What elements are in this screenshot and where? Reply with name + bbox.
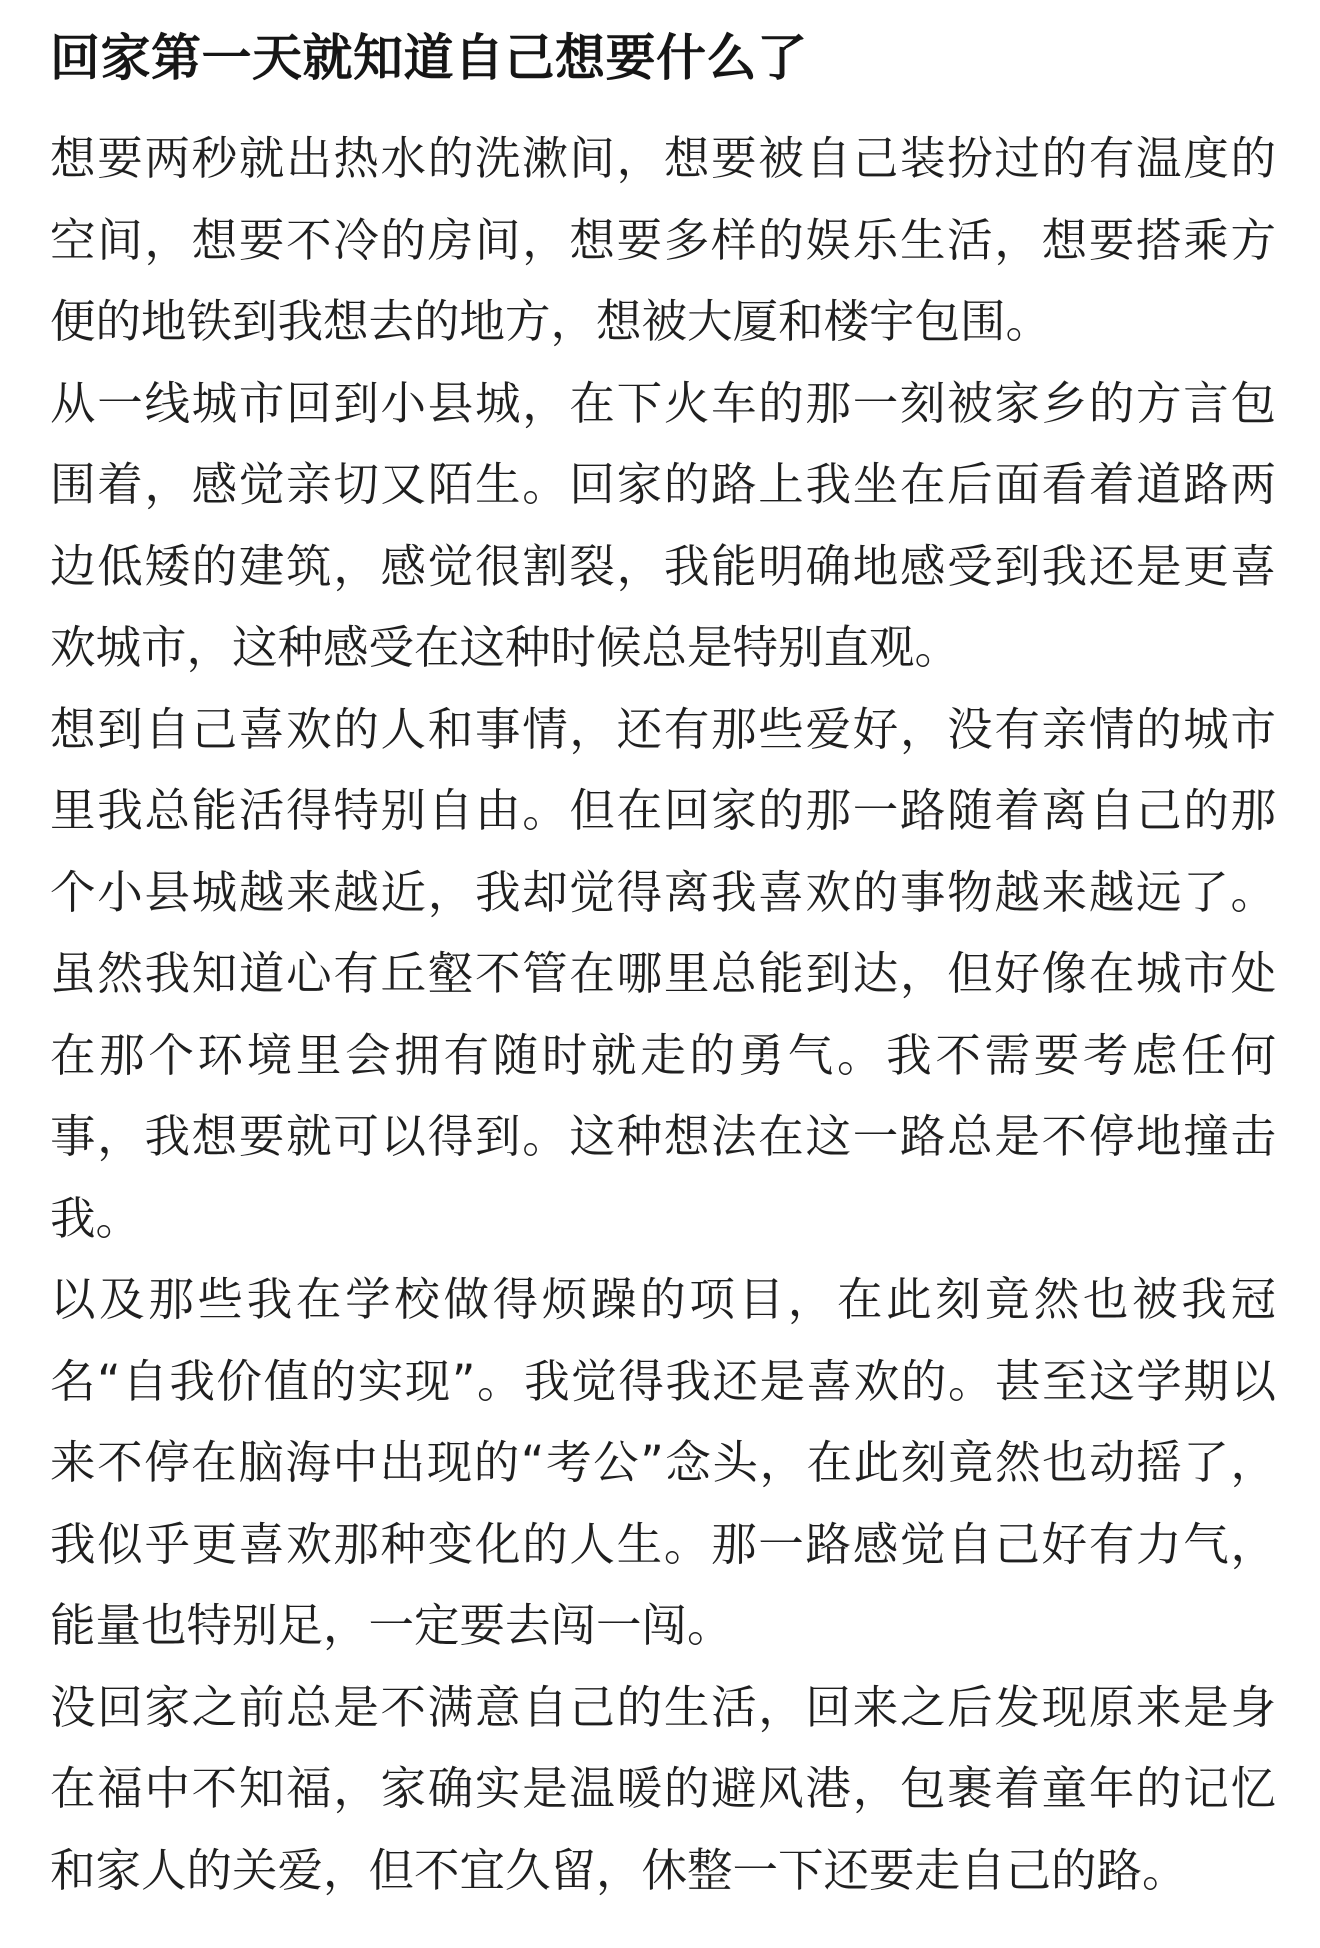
post-paragraph-2: 从一线城市回到小县城，在下火车的那一刻被家乡的方言包围着，感觉亲切又陌生。回家的路上我坐在后面看着道路两边低矮的建筑，感觉很割裂，我能明确地感受到我还是更喜欢城市，这种感受在这种时候总是特别直观。: [50, 376, 1276, 674]
post-paragraph-4: 以及那些我在学校做得烦躁的项目，在此刻竟然也被我冠名“自我价值的实现”。我觉得我还是喜欢的。甚至这学期以来不停在脑海中出现的“考公”念头，在此刻竟然也动摇了，我似乎更喜欢那种变化的人生。那一路感觉自己好有力气，能量也特别足，一定要去闯一闯。: [50, 1273, 1276, 1652]
post-paragraph-1: 想要两秒就出热水的洗漱间，想要被自己装扮过的有温度的空间，想要不冷的房间，想要多样的娱乐生活，想要搭乘方便的地铁到我想去的地方，想被大厦和楼宇包围。: [50, 132, 1276, 348]
post-paragraph-5: 没回家之前总是不满意自己的生活，回来之后发现原来是身在福中不知福，家确实是温暖的避风港，包裹着童年的记忆和家人的关爱，但不宜久留，休整一下还要走自己的路。: [50, 1680, 1276, 1897]
post: [50, 22, 1276, 1911]
post-paragraph-3: 想到自己喜欢的人和事情，还有那些爱好，没有亲情的城市里我总能活得特别自由。但在回家的那一路随着离自己的那个小县城越来越近，我却觉得离我喜欢的事物越来越远了。虽然我知道心有丘壑不管在哪里总能到达，但好像在城市处在那个环境里会拥有随时就走的勇气。我不需要考虑任何事，我想要就可以得到。这种想法在这一路总是不停地撞击我。: [50, 702, 1276, 1245]
post-body: [50, 118, 1276, 1911]
post-title: 回家第一天就知道自己想要什么了: [50, 29, 808, 87]
